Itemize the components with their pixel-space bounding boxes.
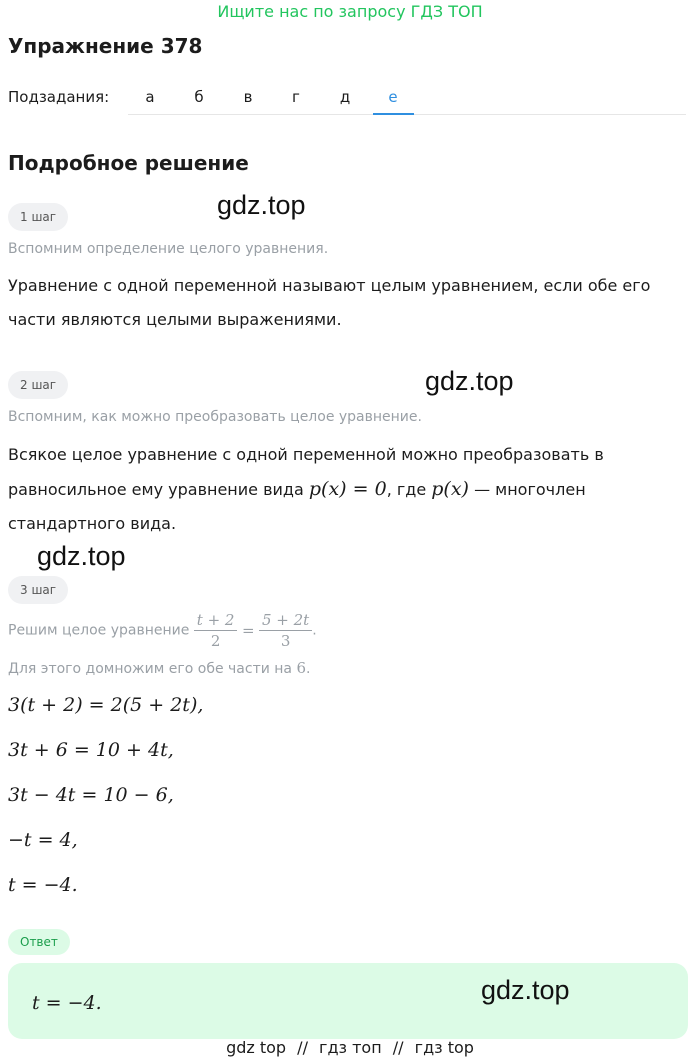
step-badge: 3 шаг	[8, 576, 68, 604]
equation: p(x) = 0	[308, 478, 387, 500]
fraction-denominator: 3	[280, 632, 291, 650]
equation-line: 3t − 4t = 10 − 6,	[8, 784, 174, 806]
fraction-numerator: t + 2	[194, 610, 238, 631]
equals-sign: =	[241, 621, 255, 640]
step-hint-part: .	[312, 622, 317, 639]
watermark: gdz.top	[217, 190, 306, 220]
step-text-part: Всякое целое уравнение с одной переменной можно преобразовать в равносильное ему уравнение вида	[8, 445, 604, 499]
step-text-part: , где	[386, 480, 427, 499]
fraction-numerator: 5 + 2t	[259, 610, 312, 631]
footer-link[interactable]: gdz top	[226, 1038, 287, 1057]
tab-e[interactable]: е	[388, 88, 398, 106]
step-hint	[8, 610, 317, 651]
step-hint-part: Для этого домножим его обе части на	[8, 661, 293, 677]
step-text: Уравнение с одной переменной называют целым уравнением, если обе его части являются целыми выражениями.	[8, 276, 651, 329]
footer-separator: //	[297, 1038, 308, 1057]
step-hint-part: Решим целое уравнение	[8, 622, 190, 639]
equation-line: 3(t + 2) = 2(5 + 2t),	[8, 694, 204, 716]
footer-link[interactable]: гдз топ	[319, 1038, 382, 1057]
footer-link[interactable]: гдз top	[414, 1038, 474, 1057]
answer-value: t = −4.	[32, 992, 102, 1014]
fraction	[194, 610, 238, 651]
step-hint-part: .	[306, 661, 311, 677]
step-badge: 1 шаг	[8, 203, 68, 231]
watermark: gdz.top	[37, 541, 126, 571]
watermark: gdz.top	[481, 975, 570, 1005]
multiplier: 6	[296, 659, 307, 677]
step-hint: Вспомним, как можно преобразовать целое уравнение.	[8, 409, 422, 425]
active-tab-indicator	[373, 113, 414, 115]
tab-v[interactable]: в	[243, 88, 253, 106]
answer-box	[8, 963, 688, 1039]
step-text-part: — многочлен стандартного вида.	[8, 480, 586, 533]
tab-d[interactable]: д	[339, 88, 351, 106]
equation-line: −t = 4,	[8, 829, 78, 851]
answer-badge: Ответ	[8, 929, 70, 955]
equation: p(x)	[431, 478, 469, 500]
watermark: gdz.top	[425, 366, 514, 396]
subtasks-label: Подзадания:	[8, 88, 110, 106]
step-hint	[8, 659, 310, 677]
tab-a[interactable]: а	[145, 88, 155, 106]
equation-line: 3t + 6 = 10 + 4t,	[8, 739, 174, 761]
page-title: Упражнение 378	[8, 34, 203, 58]
step-text	[8, 438, 688, 541]
step-hint: Вспомним определение целого уравнения.	[8, 241, 329, 257]
tab-g[interactable]: г	[292, 88, 300, 106]
solution-heading: Подробное решение	[8, 151, 249, 175]
footer-separator: //	[392, 1038, 404, 1057]
equation-line: t = −4.	[8, 874, 78, 896]
tab-b[interactable]: б	[194, 88, 204, 106]
step-badge: 2 шаг	[8, 371, 68, 399]
footer-links	[0, 1038, 700, 1057]
fraction	[259, 610, 312, 651]
fraction-denominator: 2	[210, 632, 221, 650]
promo-banner: Ищите нас по запросу ГДЗ ТОП	[217, 2, 483, 21]
